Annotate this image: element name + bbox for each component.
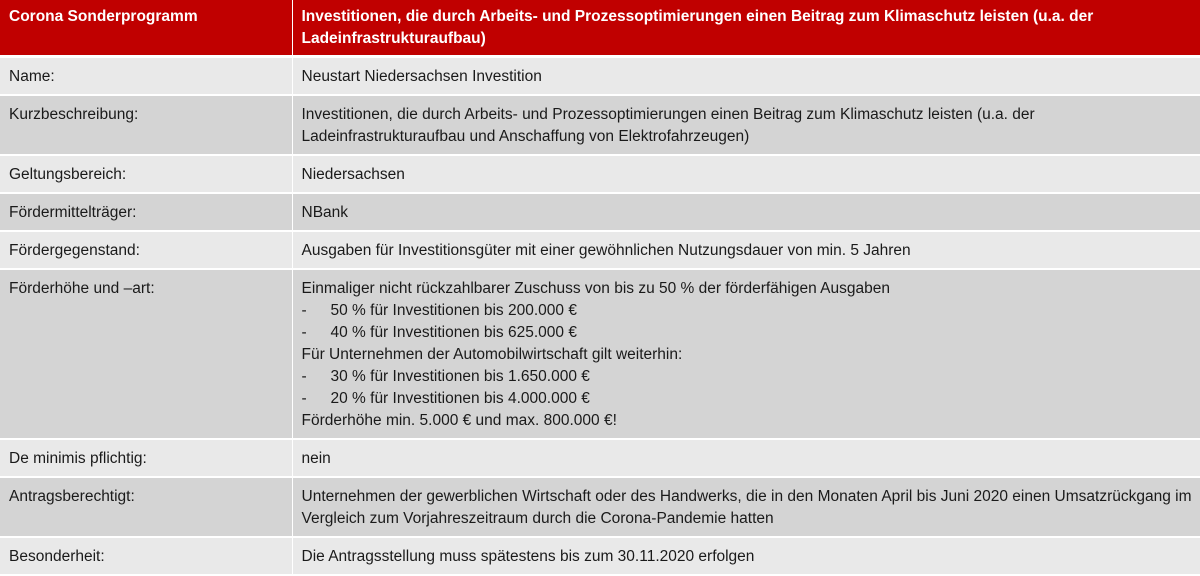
row-value: Neustart Niedersachsen Investition [292, 57, 1200, 96]
bullet-dash: - [301, 302, 307, 319]
row-value: Investitionen, die durch Arbeits- und Prozessoptimierungen einen Beitrag zum Klimaschutz leisten (u.a. der Ladeinfrastrukturaufbau und Anschaffung von Elektrofahrzeugen) [292, 95, 1200, 155]
row-label: Fördermittelträger: [0, 193, 292, 231]
header-row [0, 0, 1200, 57]
row-label: Antragsberechtigt: [0, 477, 292, 537]
bullet-text: 30 % für Investitionen bis 1.650.000 € [330, 368, 590, 385]
header-label: Corona Sonderprogramm [0, 0, 292, 57]
bullet-item [302, 300, 1192, 322]
row-geltungsbereich [0, 155, 1200, 193]
header-title: Investitionen, die durch Arbeits- und Prozessoptimierungen einen Beitrag zum Klimaschutz leisten (u.a. der Ladeinfrastrukturaufbau) [292, 0, 1200, 57]
row-antragsberechtigt [0, 477, 1200, 537]
row-label: Name: [0, 57, 292, 96]
row-value: nein [292, 439, 1200, 477]
bullet-dash: - [301, 390, 307, 407]
bullet-item [302, 388, 1192, 410]
bullet-item [302, 366, 1192, 388]
row-label: Kurzbeschreibung: [0, 95, 292, 155]
row-value: Die Antragsstellung muss spätestens bis zum 30.11.2020 erfolgen [292, 537, 1200, 575]
bullet-text: 20 % für Investitionen bis 4.000.000 € [330, 390, 590, 407]
row-label: Besonderheit: [0, 537, 292, 575]
row-label: Geltungsbereich: [0, 155, 292, 193]
row-name [0, 57, 1200, 96]
row-foerderhoehe [0, 269, 1200, 439]
row-label: Förderhöhe und –art: [0, 269, 292, 439]
bullet-dash: - [301, 368, 307, 385]
bullet-item [302, 322, 1192, 344]
row-foerdergegenstand [0, 231, 1200, 269]
row-kurzbeschreibung [0, 95, 1200, 155]
row-value: Unternehmen der gewerblichen Wirtschaft oder des Handwerks, die in den Monaten April bis Juni 2020 einen Umsatzrückgang im Vergleich zum Vorjahreszeitraum durch die Corona-Pandemie hatten [292, 477, 1200, 537]
foerderhoehe-note: Förderhöhe min. 5.000 € und max. 800.000 €! [301, 412, 617, 429]
row-deminimis [0, 439, 1200, 477]
bullet-dash: - [301, 324, 307, 341]
row-foerdermitteltraeger [0, 193, 1200, 231]
row-value: NBank [292, 193, 1200, 231]
foerderhoehe-intro: Einmaliger nicht rückzahlbarer Zuschuss von bis zu 50 % der förderfähigen Ausgaben [301, 280, 890, 297]
row-besonderheit [0, 537, 1200, 575]
foerderhoehe-subheading: Für Unternehmen der Automobilwirtschaft gilt weiterhin: [301, 346, 683, 363]
row-value: Niedersachsen [292, 155, 1200, 193]
row-value [292, 269, 1200, 439]
row-label: De minimis pflichtig: [0, 439, 292, 477]
row-value: Ausgaben für Investitionsgüter mit einer gewöhnlichen Nutzungsdauer von min. 5 Jahren [292, 231, 1200, 269]
row-label: Fördergegenstand: [0, 231, 292, 269]
bullet-text: 50 % für Investitionen bis 200.000 € [330, 302, 577, 319]
bullet-text: 40 % für Investitionen bis 625.000 € [330, 324, 577, 341]
